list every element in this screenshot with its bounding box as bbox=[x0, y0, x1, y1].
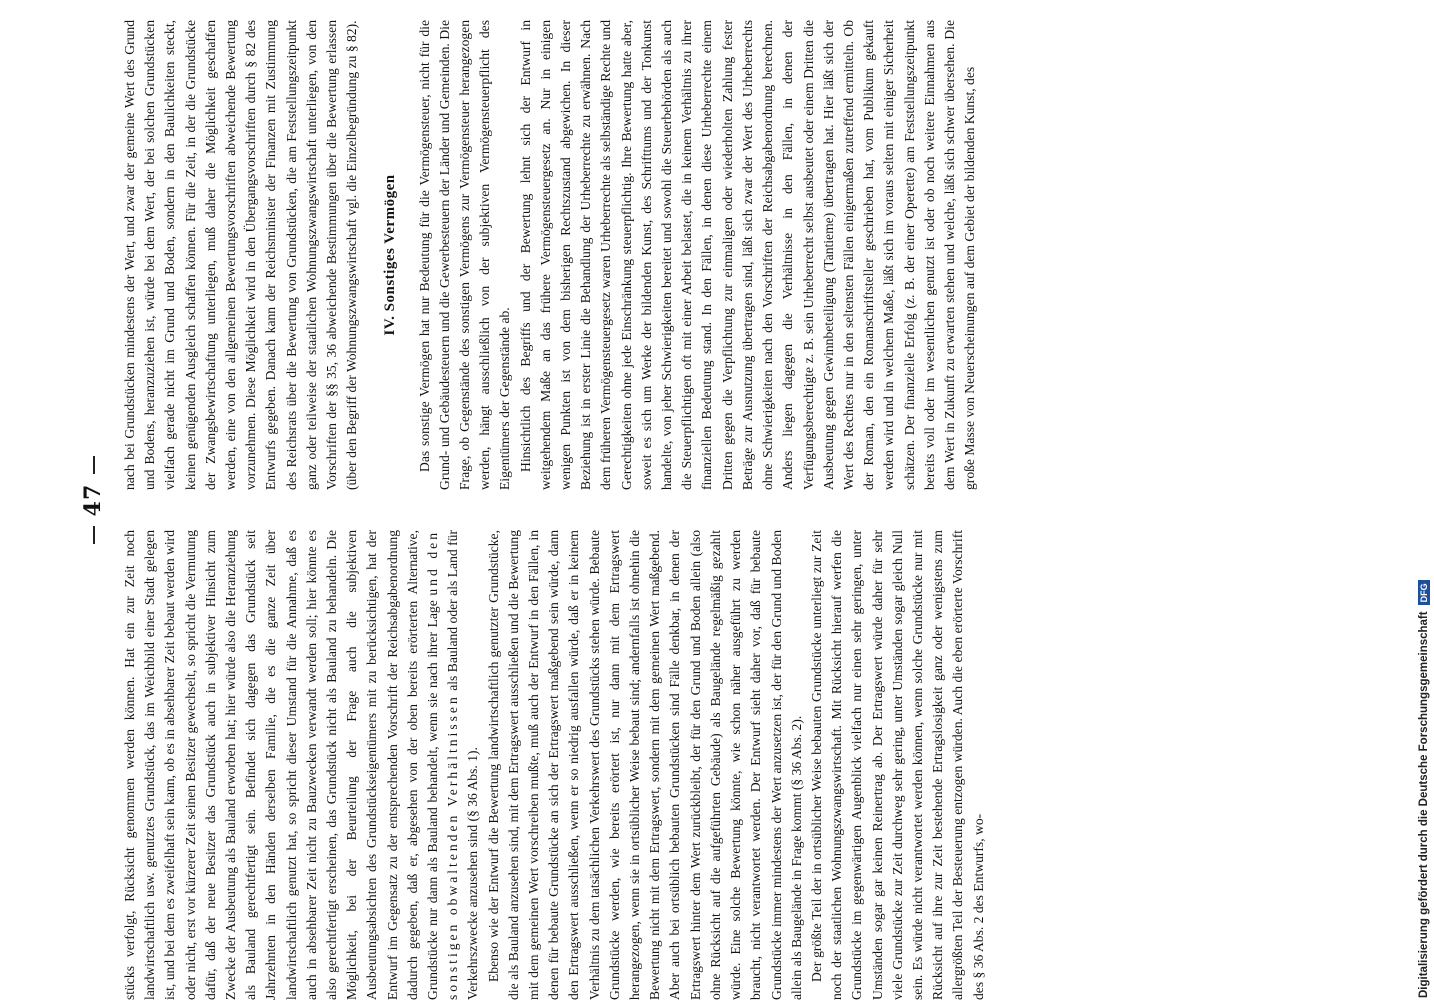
right-paragraph-2: Das sonstige Vermögen hat nur Bedeutung für die Vermögensteuer, nicht für die Grund- und Gebäudesteuern und die Gewerbesteuern der Länder und Gemeinden. Die Frage, ob Gegenstände des sonstigen Vermögens zur Vermögensteuer herangezogen werden, hängt ausschließlich von der subjektiven Vermögensteuerpflicht des Eigentümers der Gegenstände ab. bbox=[416, 20, 513, 490]
left-p1-end: als Bauland oder als Land für Verkehrszwecke anzusehen sind (§ 36 Abs. 1). bbox=[445, 530, 481, 1000]
page-number: 47 bbox=[80, 483, 106, 517]
left-paragraph-2: Ebenso wie der Entwurf die Bewertung landwirtschaftlich genutzter Grundstücke, die als Bauland anzusehen sind, mit dem Ertragswert ausschließen und die Bewertung mit dem gemeinen Wert vorschreiben mußte, muß auch der Entwurf in den Fällen, in denen für bebaute Grundstücke an sich der Ertragswert maßgebend sein würde, dann den Ertragswert ausschließen, wenn er so niedrig ausfallen würde, daß er in keinem Verhältnis zu dem tatsächlichen Verkehrswert des Grundstücks stehen würde. Bebaute Grundstücke werden, wie bereits erörtert ist, nur dann mit dem Ertragswert herangezogen, wenn sie in ortsüblicher Weise bebaut sind; andernfalls ist ohnehin die Bewertung nicht mit dem Ertragswert, sondern mit dem gemeinen Wert maßgebend. Aber auch bei ortsüblich bebauten Grundstücken sind Fälle denkbar, in denen der Ertragswert hinter dem Wert zurückbleibt, der für den Grund und Boden allein (also ohne Rücksicht auf die aufgeführten Gebäude) als Baugelände regelmäßig gezahlt würde. Eine solche Bewertung könnte, wie schon näher ausgeführt zu werden braucht, nicht verantwortet werden. Der Entwurf sieht daher vor, daß für bebaute Grundstücke immer mindestens der Wert anzusetzen ist, der für den Grund und Boden allein als Baugelände in Frage kommt (§ 36 Abs. 2). bbox=[485, 530, 804, 1000]
header-dash-right bbox=[93, 456, 95, 474]
left-text-column bbox=[120, 530, 1280, 1000]
right-paragraph-3: Hinsichtlich des Begriffs und der Bewertung lehnt sich der Entwurf in weitgehendem Maße an das frühere Vermögensteuergesetz an. Nur in einigen wenigen Punkten ist von dem bisherigen Rechtszustand abgewichen. In dieser Beziehung ist in erster Linie die Behandlung der Urheberrechte zu erwähnen. Nach dem früheren Vermögensteuergesetz waren Urheberrechte als selbständige Rechte und Gerechtigkeiten ohne jede Einschränkung steuerpflichtig. Ihre Bewertung hatte aber, soweit es sich um Werke der bildenden Kunst, des Schrifttums und der Tonkunst handelte, von jeher Schwierigkeiten bereitet und sowohl die Steuerbehörden als auch die Steuerpflichtigen oft mit einer Arbeit belastet, die in keinem Verhältnis zu ihrer finanziellen Bedeutung stand. In den Fällen, in denen diese Urheberrechte einem Dritten gegen die Verpflichtung zur einmaligen oder wiederholten Zahlung fester Beträge zur Ausnutzung übertragen sind, läßt sich zwar der Wert des Urheberrechts ohne Schwierigkeiten nach den Vorschriften der Reichsabgabenordnung berechnen. Anders liegen dagegen die Verhältnisse in den Fällen, in denen der Verfügungsberechtigte z. B. sein Urheberrecht selbst ausbeutet oder einem Dritten die Ausbeutung gegen Gewinnbeteiligung (Tantieme) übertragen hat. Hier läßt sich der Wert des Rechtes nur in den seltensten Fällen einigermaßen zutreffend ermitteln. Ob der Roman, den ein Romanschriftsteller geschrieben hat, vom Publikum gekauft werden wird und in welchem Maße, läßt sich im voraus selten mit einiger Sicherheit schätzen. Der finanzielle Erfolg (z. B. der einer Operette) am Feststellungszeitpunkt bereits voll oder im wesentlichen genutzt ist oder ob noch weitere Einnahmen aus dem Wert in Zukunft zu erwarten stehen und welche, läßt sich schwer übersehen. Die große Masse von Neuerscheinungen auf dem Gebiet der bildenden Kunst, des bbox=[517, 20, 978, 490]
right-text-column bbox=[120, 20, 1280, 490]
left-paragraph-3: Der größte Teil der in ortsüblicher Weise bebauten Grundstücke unterliegt zur Zeit noch der staatlichen Wohnungszwangswirtschaft. Mit Rücksicht hierauf werfen die Grundstücke im gegenwärtigen Augenblick vielfach nur einen sehr geringen, unter Umständen sogar gar keinen Reinertrag ab. Der Ertragswert würde daher für sehr viele Grundstücke zur Zeit durchweg sehr gering, unter Umständen sogar gleich Null sein. Es würde nicht verantwortet werden können, wenn solche Grundstücke nur mit Rücksicht auf ihre zur Zeit bestehende Ertragslosigkeit ganz oder wenigstens zum allergrößten Teil der Besteuerung entzogen würden. Auch die eben erörterte Vorschrift des § 36 Abs. 2 des Entwurfs, wo- bbox=[808, 530, 986, 1000]
digitization-credit bbox=[1413, 8, 1434, 998]
left-paragraph-1 bbox=[120, 530, 484, 1000]
header-dash-left bbox=[93, 526, 95, 544]
left-p1-spaced: und den sonstigen obwaltenden Verhältnissen bbox=[425, 530, 461, 1000]
credit-line bbox=[1413, 8, 1434, 998]
credit-text: Digitalisierung gefördert durch die Deutsche Forschungsgemeinschaft bbox=[1418, 611, 1430, 998]
left-p1-text: stücks verfolgt, Rücksicht genommen werden können. Hat ein zur Zeit noch landwirtschaftlich usw. genutztes Grundstück, das im Weichbild einer Stadt gelegen ist, und bei dem es zweifelhaft sein kann, ob es in absehbarer Zeit bebaut werden wird oder nicht, erst vor kürzerer Zeit seinen Besitzer gewechselt, so spricht die Vermutung dafür, daß der neue Besitzer das Grundstück auch in subjektiver Hinsicht zum Zwecke der Ausbeutung als Bauland erworben hat; hier würde also die Heranziehung als Bauland gerechtfertigt sein. Befindet sich dagegen das Grundstück seit Jahrzehnten in den Händen derselben Familie, die es die ganze Zeit über landwirtschaftlich genutzt hat, so spricht dieser Umstand für die Annahme, daß es auch in absehbarer Zeit nicht zu Bauzwecken verwandt werden soll; hier könnte es also gerechtfertigt erscheinen, das Grundstück nicht als Bauland zu behandeln. Die Möglichkeit, bei der Beurteilung der Frage auch die subjektiven Ausbeutungsabsichten des Grundstückseigentümers mit zu berücksichtigen, hat der Entwurf im Gegensatz zu der entsprechenden Vorschrift der Reichsabgabenordnung dadurch gegeben, daß er, abgesehen von der oben bereits erörterten Alternative, Grundstücke nur dann als Bauland behandelt, wenn sie nach ihrer Lage bbox=[122, 530, 441, 1000]
dfg-logo: DFG bbox=[1418, 580, 1430, 605]
right-paragraph-1: nach bei Grundstücken mindestens der Wert, und zwar der gemeine Wert des Grund und Bodens, heranzuziehen ist, würde bei dem Wert, der bei solchen Grundstücken vielfach gerade nicht im Grund und Boden, sondern in den Baulichkeiten steckt, keinen genügenden Ausgleich schaffen können. Für die Zeit, in der die Grundstücke der Zwangsbewirtschaftung unterliegen, muß daher die Möglichkeit geschaffen werden, eine von den allgemeinen Bewertungsvorschriften abweichende Bewertung vorzunehmen. Diese Möglichkeit wird in den Übergangsvorschriften durch § 82 des Entwurfs gegeben. Danach kann der Reichsminister der Finanzen mit Zustimmung des Reichsrats über die Bewertung von Grundstücken, die am Feststellungszeitpunkt ganz oder teilweise der staatlichen Wohnungszwangswirtschaft unterliegen, von den Vorschriften der §§ 35, 36 abweichende Bestimmungen über die Bewertung erlassen (über den Begriff der Wohnungszwangswirtschaft vgl. die Einzelbegründung zu § 82). bbox=[122, 20, 360, 490]
section-heading: IV. Sonstiges Vermögen bbox=[382, 174, 399, 336]
rotated-page bbox=[80, 0, 1320, 1000]
